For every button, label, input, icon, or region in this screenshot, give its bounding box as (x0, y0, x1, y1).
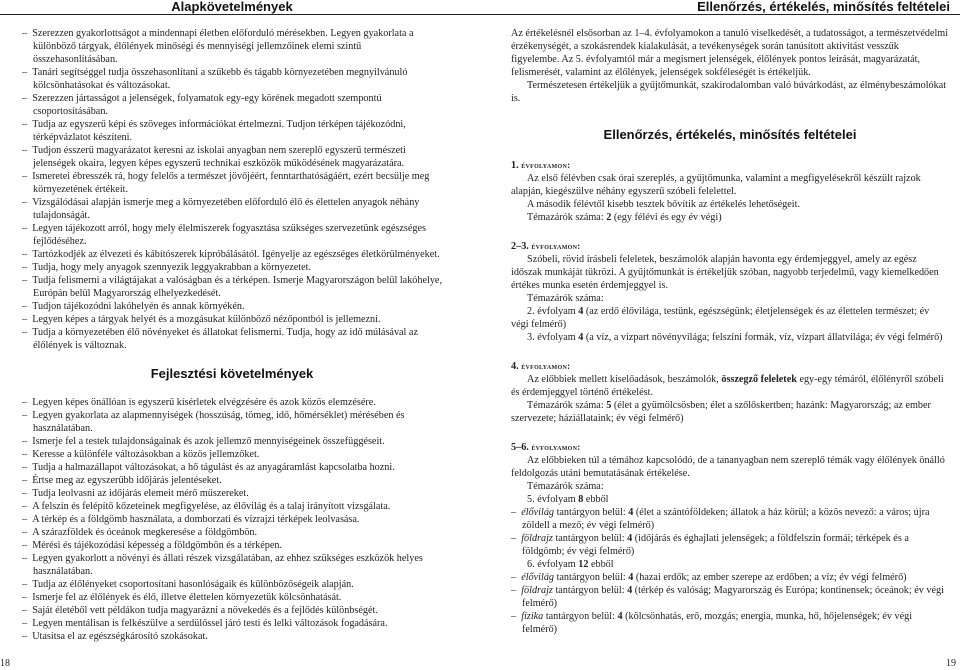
page-number: 18 (0, 658, 10, 669)
count-line: 2. évfolyam 4 (az erdő élővilága, testünk, egészségünk; életjelenségek és az élettelen természet; év végi felmérő) (511, 306, 930, 330)
list-item: – Ismeretei ébresszék rá, hogy felelős a természet jövőjéért, fenntarthatóságáért, ezért becsülje meg környezetének értékeit. (22, 170, 442, 196)
year-heading: 5–6. évfolyamon: (511, 442, 581, 453)
list-item: – Tudja az élőlényeket csoportosítani hasonlóságaik és különbözőségeik alapján. (22, 578, 442, 591)
list-item: – Tudja a környezetében élő növényeket és állatokat felismerni. Tudja, hogy az idő múlásával az élőlények is változnak. (22, 326, 442, 352)
list-item: – Legyen mentálisan is felkészülve a serdülőssel járó testi és lelki változások fogadására. (22, 617, 442, 630)
list-item: – Tudja felismerni a világtájakat a valóságban és a térképen. Ismerje Magyarországon belül lakóhelye, Európán belül Magyarország elhelyezkedését. (22, 274, 442, 300)
list-item: – Legyen gyakorlott a növényi és állati részek vizsgálatában, az ehhez szükséges eszközök helyes használatában. (22, 552, 442, 578)
list-item: – Tudjon tájékozódni lakóhelyén és annak környékén. (22, 300, 442, 313)
paragraph: A második félévtől kisebb tesztek bővítik az értékelés lehetőségeit. (527, 199, 800, 210)
list-item: – Legyen képes a tárgyak helyét és a mozgásukat különböző nézőpontból is jellemezni. (22, 313, 442, 326)
list-item: – Tudja a halmazállapot változásokat, a hő tágulást és az anyagáramlást kapcsolatba hozni. (22, 461, 442, 474)
list-item: – Mérési és tájékozódási képesség a földgömbön és a térképen. (22, 539, 442, 552)
paragraph: Az előbbiek mellett kiselőadások, beszámolók, összegző feleletek egy-egy témáról, élőlényről szóbeli és érdemjeggyel történő értékelést. (511, 374, 944, 398)
page-number: 19 (946, 658, 956, 669)
year-heading: 2–3. évfolyamon: (511, 241, 581, 252)
list-item: – A térkép és a földgömb használata, a domborzati és vízrajzi térképek leolvasása. (22, 513, 442, 526)
year-heading: 4. évfolyamon: (511, 361, 571, 372)
list-item: – Utasítsa el az egészségkárosító szokásokat. (22, 630, 442, 643)
list-item: – Tartózkodjék az élvezeti és kábítószerek kipróbálásától. Igényelje az egészséges életkörülményeket. (22, 248, 442, 261)
running-header: Ellenőrzés, értékelés, minősítés feltételei (697, 0, 950, 14)
subject-item: – fizika tantárgyon belül: 4 (kölcsönhatás, erő, mozgás; energia, munka, hő, hőjelenségek; év végi felmérő) (511, 610, 949, 636)
list-item: – Szerezzen jártasságot a jelenségek, folyamatok egy-egy körének megadott szempontú csoportosításában. (22, 92, 442, 118)
section-title: Fejlesztési követelmények (150, 366, 314, 381)
list-item: – Tudja leolvasni az időjárás elemeit mérő műszereket. (22, 487, 442, 500)
list-item: – A felszín és felépítő kőzeteinek megfigyelése, az élővilág és a talaj irányított vizsgálata. (22, 500, 442, 513)
list-item: – Tudja az egyszerű képi és szöveges információkat értelmezni. Tudjon térképen tájékozódni, térképvázlatot készíteni. (22, 118, 442, 144)
right-column (511, 27, 949, 636)
list-item: – Legyen tájékozott arról, hogy mely élelmiszerek fogyasztása szükséges szervezetünk egészséges fejlődéséhez. (22, 222, 442, 248)
grade6-list (511, 571, 949, 636)
paragraph: Szóbeli, rövid írásbeli feleletek, beszámolók alapján havonta egy érdemjeggyel, amely az egész időszak munkáját tükrözi. A gyűjtőmunkát is értékeljük szóban, nagyobb terjedelmű, vagy kiemelkedően értékes munka esetén érdemjeggyel is. (511, 254, 939, 291)
count-line: Témazárók száma: 2 (egy félévi és egy év végi) (527, 212, 722, 223)
list-item: – Vizsgálódásai alapján ismerje meg a környezetében előforduló élő és élettelen anyagok néhány tulajdonságát. (22, 196, 442, 222)
count-line: 3. évfolyam 4 (a víz, a vízpart növényvilága; felszíni formák, víz, vízpart állatvilága; év végi felmérő) (527, 332, 943, 343)
count-line: Témazárók száma: (527, 481, 604, 492)
subject-item: – földrajz tantárgyon belül: 4 (időjárás és éghajlati jelenségek; a földfelszín formái; térképek és a földgömb; év végi felmérő) (511, 532, 949, 558)
list-item: – Legyen képes önállóan is egyszerű kísérletek elvégzésére és azok közös elemzésére. (22, 396, 442, 409)
intro-paragraph: Az értékelésnél elsősorban az 1–4. évfolyamokon a tanuló viselkedését, a tudatosságot, a természetvédelmi érzékenységét, a szokásrendek kialakulását, a tevékenységek során tanúsított aktivitást vesszük figyelembe. Az 5. évfolyamtól már a megismert jelenségek, élőlények pontos leírását, magyarázatát, felismerését, valamint az élőlények, jelenségek sokféleségét is értékeljük. (511, 28, 949, 78)
fejl-list (22, 396, 442, 643)
list-item: – Legyen gyakorlata az alapmennyiségek (hosszúság, tömeg, idő, hőmérséklet) mérésében és használatában. (22, 409, 442, 435)
paragraph: Az előbbieken túl a témához kapcsolódó, de a tananyagban nem szereplő témák vagy élőlények önálló feldolgozás utáni bemutatásának értékelése. (511, 455, 945, 479)
section-title: Ellenőrzés, értékelés, minősítés feltételei (603, 127, 857, 142)
count-line: Témazárók száma: 5 (élet a gyümölcsösben; élet a szőlőskertben; hazánk: Magyarország; az ember szervezete; háziállataink; év végi felmérő) (511, 400, 931, 424)
alap-list (22, 27, 442, 352)
list-item: – Ismerje fel a testek tulajdonságainak és azok jellemző mennyiségeinek összefüggéseit. (22, 435, 442, 448)
subject-item: – élővilág tantárgyon belül: 4 (hazai erdők; az ember szerepe az erdőben; a víz; év végi felmérő) (511, 571, 949, 584)
list-item: – Keresse a különféle változásokban a közös jellemzőket. (22, 448, 442, 461)
list-item: – Szerezzen gyakorlottságot a mindennapi életben előforduló mérésekben. Legyen gyakorlata a különböző tárgyak, élőlények minőségi és mennyiségi jellemzőinek elemi szintű összehasonlításában. (22, 27, 442, 66)
list-item: – Tudjon ésszerű magyarázatot keresni az iskolai anyagban nem szereplő egyszerű természeti jelenségek okaira, legyen képes egyszerű technikai eszközök működésének magyarázatára. (22, 144, 442, 170)
count-line: Témazárók száma: (527, 293, 604, 304)
list-item: – Értse meg az egyszerűbb időjárás jelentéseket. (22, 474, 442, 487)
grade5-list (511, 506, 949, 558)
list-item: – Tanári segítséggel tudja összehasonlítani a szűkebb és tágabb környezetében megnyilvánuló kölcsönhatásokat és változásokat. (22, 66, 442, 92)
list-item: – Ismerje fel az élőlények és élő, illetve élettelen környezetük kölcsönhatását. (22, 591, 442, 604)
left-page (0, 0, 480, 669)
intro-paragraph: Természetesen értékeljük a gyűjtőmunkát, szakirodalomban való búvárkodást, az élménybeszámolókat is. (511, 80, 947, 104)
header-rule (0, 14, 480, 15)
list-item: – Saját életéből vett példákon tudja magyarázni a növekedés és a fejlődés különbségét. (22, 604, 442, 617)
running-header: Alapkövetelmények (171, 0, 293, 14)
subject-item: – élővilág tantárgyon belül: 4 (élet a szántóföldeken; állatok a ház körül; a közös nevező: a város; újra zöldell a mező; év végi felmérő) (511, 506, 949, 532)
paragraph: Az első félévben csak órai szereplés, a gyűjtőmunka, valamint a megfigyelésekről készült rajzok alapján, kiegészülve néhány egyszerű szóbeli felelettel. (511, 173, 921, 197)
year-heading: 1. évfolyamon: (511, 160, 571, 171)
subject-item: – földrajz tantárgyon belül: 4 (térkép és valóság; Magyarország és Európa; kontinensek; óceánok; év végi felmérő) (511, 584, 949, 610)
count-line: 5. évfolyam 8 ebből (527, 494, 609, 505)
list-item: – A szárazföldek és óceánok megkeresése a földgömbön. (22, 526, 442, 539)
list-item: – Tudja, hogy mely anyagok szennyezik leggyakrabban a környezetet. (22, 261, 442, 274)
header-rule (480, 14, 960, 15)
left-column (22, 27, 442, 643)
count-line: 6. évfolyam 12 ebből (527, 559, 614, 570)
